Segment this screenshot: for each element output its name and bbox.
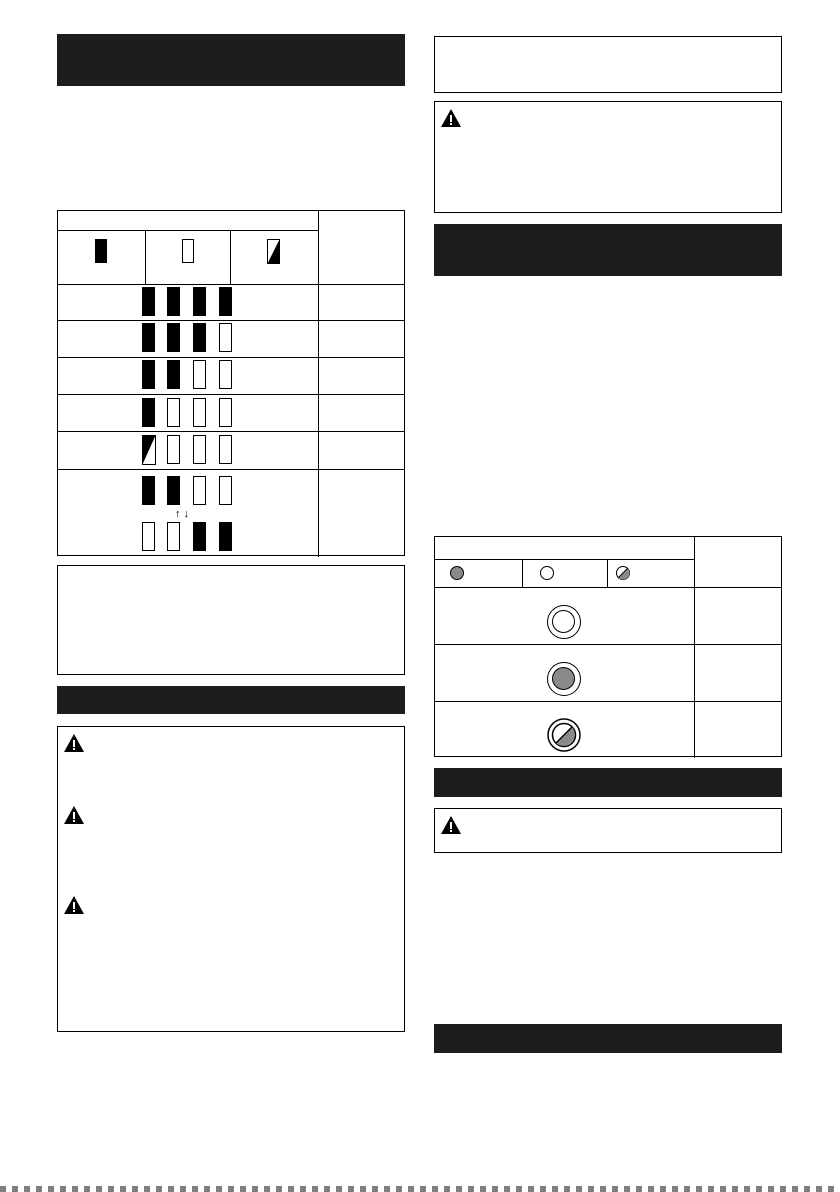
- battery-segment-off: [219, 398, 232, 427]
- lamp-blink-icon: [616, 566, 630, 580]
- battery-segment-off: [193, 435, 206, 464]
- section-header-bar: [434, 1024, 782, 1053]
- battery-segment-off: [142, 522, 155, 551]
- warning-box: [434, 808, 782, 853]
- lamp-off-indicator: [547, 605, 581, 639]
- warning-icon: [63, 805, 85, 825]
- section-header-bar: [57, 686, 405, 714]
- note-box: [434, 36, 782, 93]
- battery-segment-lit: [167, 287, 180, 316]
- battery-segment-lit: [142, 398, 155, 427]
- battery-segment-lit: [142, 287, 155, 316]
- battery-segment-lit: [167, 360, 180, 389]
- warning-icon: [440, 108, 462, 128]
- off-segment-icon: [182, 239, 194, 263]
- battery-segment-off: [167, 435, 180, 464]
- battery-segment-blinking: [142, 435, 156, 465]
- note-box: [57, 565, 405, 675]
- battery-segment-lit: [167, 323, 180, 352]
- section-header-bar: [434, 224, 782, 276]
- lamp-indicator-table: [434, 536, 782, 757]
- battery-segment-lit: [142, 360, 155, 389]
- battery-segment-lit: [167, 476, 180, 505]
- warning-icon: [440, 815, 462, 835]
- warning-icon: [63, 733, 85, 753]
- battery-segment-off: [219, 476, 232, 505]
- lit-segment-icon: [95, 239, 107, 263]
- lamp-off-icon: [540, 566, 554, 580]
- battery-segment-off: [193, 398, 206, 427]
- blinking-segment-icon: [267, 239, 280, 264]
- battery-segment-lit: [142, 476, 155, 505]
- warning-box: [57, 726, 405, 1032]
- alternating-arrows: ↑ ↓: [175, 508, 190, 520]
- warning-icon: [63, 895, 85, 915]
- lamp-on-indicator: [547, 662, 581, 696]
- warning-box: [434, 101, 782, 213]
- battery-segment-off: [219, 323, 232, 352]
- battery-segment-lit: [193, 287, 206, 316]
- lamp-blink-indicator: [547, 718, 581, 752]
- battery-segment-lit: [219, 522, 232, 551]
- battery-segment-off: [193, 360, 206, 389]
- battery-segment-lit: [142, 323, 155, 352]
- battery-segment-off: [219, 360, 232, 389]
- battery-segment-lit: [219, 287, 232, 316]
- battery-segment-lit: [193, 522, 206, 551]
- battery-segment-off: [167, 398, 180, 427]
- section-header-bar: [434, 768, 782, 797]
- battery-segment-off: [219, 435, 232, 464]
- battery-segment-lit: [193, 323, 206, 352]
- lamp-on-icon: [450, 566, 464, 580]
- section-header-bar: [57, 34, 405, 86]
- battery-segment-off: [167, 522, 180, 551]
- page-bottom-dashes: [0, 1186, 840, 1192]
- battery-segment-off: [193, 476, 206, 505]
